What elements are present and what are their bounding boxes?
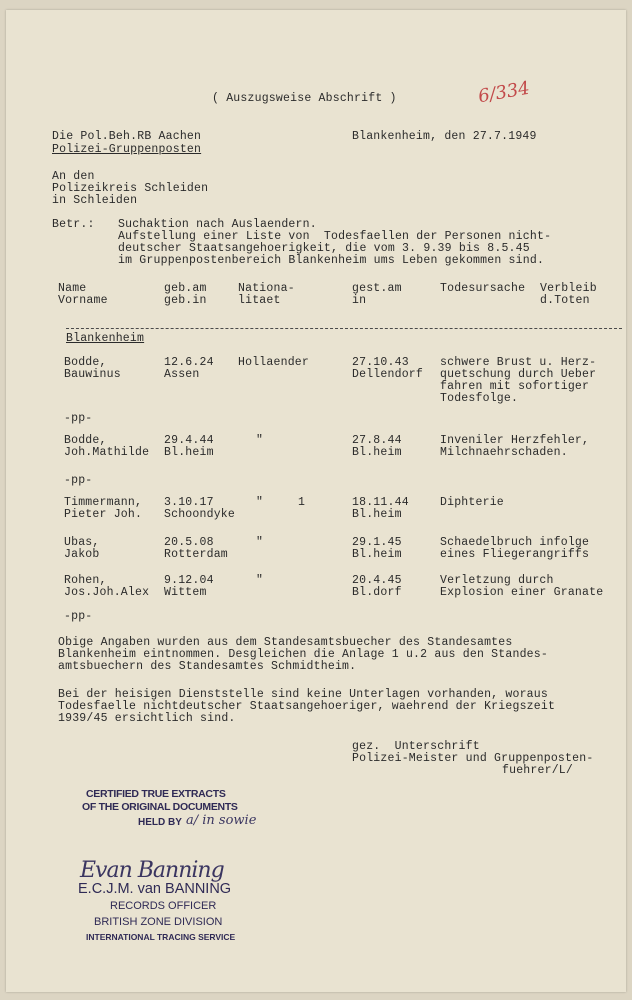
cell-nationality: " <box>256 434 264 447</box>
header-died-on: gest.am <box>352 282 402 295</box>
held-by-handwriting: a/ in sowie <box>186 813 257 828</box>
cell-died-in: Bl.heim <box>352 508 402 521</box>
cell-cause: Explosion einer Granate <box>440 586 604 599</box>
cell-nationality: " <box>256 536 264 549</box>
cell-cause: fahren mit sofortiger <box>440 380 590 393</box>
cell-born-in: Rotterdam <box>164 548 228 561</box>
cell-born-on: 29.4.44 <box>164 434 214 447</box>
header-died-in: in <box>352 294 367 307</box>
cell-died-on: 27.8.44 <box>352 434 402 447</box>
header-name: Name <box>58 282 87 295</box>
cell-name: Bodde, <box>64 356 107 369</box>
cell-born-on: 20.5.08 <box>164 536 214 549</box>
cell-cause: Inveniler Herzfehler, <box>440 434 590 447</box>
body-text: Bei der heisigen Dienststelle sind keine Unterlagen vorhanden, woraus <box>58 688 548 701</box>
cell-born-in: Wittem <box>164 586 207 599</box>
header-born-on: geb.am <box>164 282 207 295</box>
recipient-line: Polizeikreis Schleiden <box>52 182 209 195</box>
cell-died-on: 29.1.45 <box>352 536 402 549</box>
place-date: Blankenheim, den 27.7.1949 <box>352 130 537 143</box>
cell-name: Rohen, <box>64 574 107 587</box>
subject-line: Aufstellung einer Liste von Todesfaellen der Personen nicht- <box>118 230 552 243</box>
header-nationality-2: litaet <box>238 294 281 307</box>
subject-line: Suchaktion nach Auslaendern. <box>118 218 317 231</box>
officer-signature: Evan Banning <box>80 858 224 883</box>
cell-died-on: 20.4.45 <box>352 574 402 587</box>
cell-nationality: " <box>256 496 264 509</box>
cell-firstname: Jakob <box>64 548 100 561</box>
cell-born-on: 9.12.04 <box>164 574 214 587</box>
document-page <box>6 10 626 992</box>
signature-line: gez. Unterschrift <box>352 740 480 753</box>
header-nationality: Nationa- <box>238 282 295 295</box>
sender-post: Polizei-Gruppenposten <box>52 143 202 156</box>
officer-division: BRITISH ZONE DIVISION <box>94 916 223 928</box>
pp-mark: -pp- <box>64 610 93 623</box>
certified-stamp-line: CERTIFIED TRUE EXTRACTS <box>86 788 226 800</box>
signature-title: Polizei-Meister und Gruppenposten- <box>352 752 594 765</box>
body-text: Obige Angaben wurden aus dem Standesamtsbuecher des Standesamtes <box>58 636 513 649</box>
cell-cause: Schaedelbruch infolge <box>440 536 590 549</box>
pp-mark: -pp- <box>64 474 93 487</box>
cell-firstname: Jos.Joh.Alex <box>64 586 150 599</box>
held-by-label: HELD BY <box>138 817 182 828</box>
officer-role: RECORDS OFFICER <box>110 900 217 912</box>
cell-died-in: Bl.heim <box>352 548 402 561</box>
section-heading: Blankenheim <box>66 332 145 345</box>
cell-died-in: Dellendorf <box>352 368 424 381</box>
cell-born-on: 3.10.17 <box>164 496 214 509</box>
cell-born-in: Schoondyke <box>164 508 236 521</box>
table-divider <box>66 328 622 329</box>
cell-cause: Verletzung durch <box>440 574 554 587</box>
recipient-line: An den <box>52 170 95 183</box>
cell-cause: eines Fliegerangriffs <box>440 548 590 561</box>
officer-name: E.C.J.M. van BANNING <box>78 881 232 897</box>
cell-born-in: Assen <box>164 368 200 381</box>
subject-line: im Gruppenpostenbereich Blankenheim ums Leben gekommen sind. <box>118 254 545 267</box>
cell-name: Timmermann, <box>64 496 143 509</box>
cell-died-in: Bl.dorf <box>352 586 402 599</box>
header-cause: Todesursache <box>440 282 526 295</box>
cell-nationality: " <box>256 574 264 587</box>
signature-title: fuehrer/L/ <box>502 764 574 777</box>
cell-firstname: Pieter Joh. <box>64 508 143 521</box>
body-text: Blankenheim eintnommen. Desgleichen die Anlage 1 u.2 aus den Standes- <box>58 648 548 661</box>
body-text: amtsbuechern des Standesamtes Schmidtheim. <box>58 660 357 673</box>
header-remains-2: d.Toten <box>540 294 590 307</box>
cell-cause: Todesfolge. <box>440 392 519 405</box>
body-text: 1939/45 ersichtlich sind. <box>58 712 236 725</box>
cell-firstname: Bauwinus <box>64 368 121 381</box>
cell-died-on: 18.11.44 <box>352 496 409 509</box>
certified-stamp-line: OF THE ORIGINAL DOCUMENTS <box>82 801 238 813</box>
header-firstname: Vorname <box>58 294 108 307</box>
body-text: Todesfaelle nichtdeutscher Staatsangehoeriger, waehrend der Kriegszeit <box>58 700 556 713</box>
sender-authority: Die Pol.Beh.RB Aachen <box>52 130 202 143</box>
cell-nationality: Hollaender <box>238 356 310 369</box>
cell-firstname: Joh.Mathilde <box>64 446 150 459</box>
document-title: ( Auszugsweise Abschrift ) <box>212 92 397 105</box>
subject-label: Betr.: <box>52 218 95 231</box>
cell-mark: 1 <box>298 496 306 509</box>
subject-line: deutscher Staatsangehoerigkeit, die vom 3. 9.39 bis 8.5.45 <box>118 242 530 255</box>
cell-name: Ubas, <box>64 536 100 549</box>
cell-born-in: Bl.heim <box>164 446 214 459</box>
cell-died-on: 27.10.43 <box>352 356 409 369</box>
handwritten-reference: 6/334 <box>476 77 532 108</box>
cell-name: Bodde, <box>64 434 107 447</box>
cell-cause: Milchnaehrschaden. <box>440 446 568 459</box>
cell-cause: schwere Brust u. Herz- <box>440 356 597 369</box>
recipient-line: in Schleiden <box>52 194 138 207</box>
cell-born-on: 12.6.24 <box>164 356 214 369</box>
cell-cause: Diphterie <box>440 496 504 509</box>
officer-service: INTERNATIONAL TRACING SERVICE <box>86 932 236 942</box>
pp-mark: -pp- <box>64 412 93 425</box>
header-born-in: geb.in <box>164 294 207 307</box>
cell-cause: quetschung durch Ueber <box>440 368 597 381</box>
cell-died-in: Bl.heim <box>352 446 402 459</box>
header-remains: Verbleib <box>540 282 597 295</box>
